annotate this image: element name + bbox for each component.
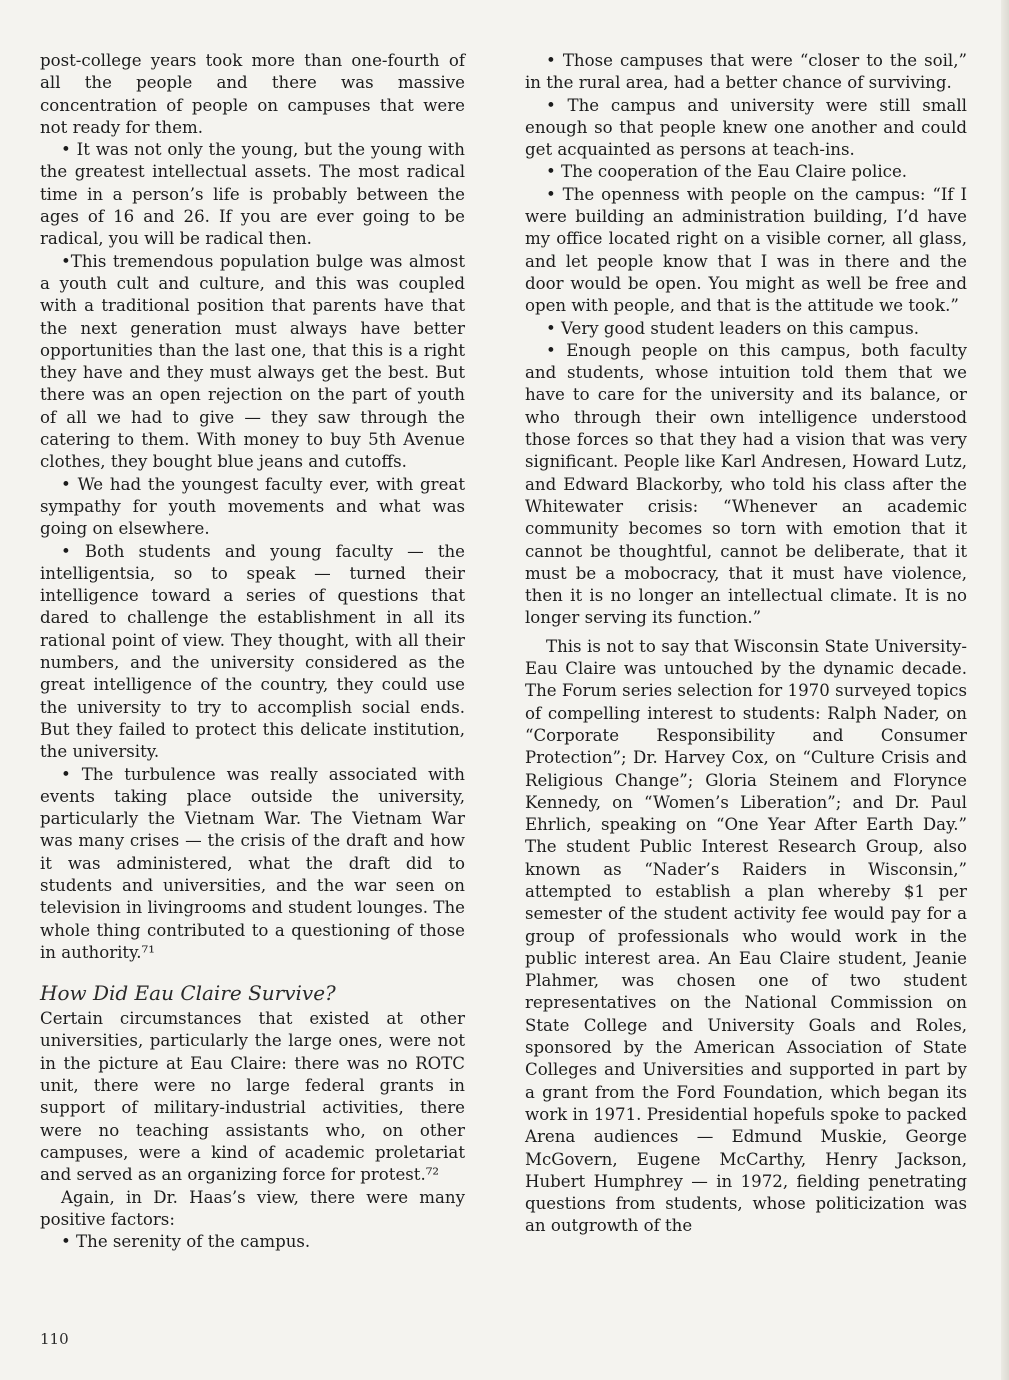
left-column (40, 50, 465, 1253)
right-column (525, 50, 967, 1238)
paragraph: Certain circumstances that existed at other universities, particularly the large ones, were not in the picture at Eau Claire: there was no ROTC unit, there were no large federal grants in support of military-industrial activities, there were no teaching assistants who, on other campuses, were a kind of academic proletariat and served as an organizing force for protest.⁷² (40, 1009, 465, 1185)
bullet-paragraph: • Enough people on this campus, both faculty and students, whose intuition told them that we have to care for the university and its balance, or who through their own intelligence understood those forces so that they had a vision that was very significant. People like Karl Andresen, Howard Lutz, and Edward Blackorby, who told his class after the Whitewater crisis: “Whenever an academic community becomes so torn with emotion that it cannot be thoughtful, cannot be deliberate, that it must be a mobocracy, that it must have violence, then it is no longer an intellectual climate. It is no longer serving its function.” (525, 340, 967, 628)
bullet-paragraph: •This tremendous population bulge was almost a youth cult and culture, and this was coupled with a traditional position that parents have that the next generation must always have better opportunities than the last one, that this is a right they have and they must always get the best. But there was an open rejection on the part of youth of all we had to give — they saw through the catering to them. With money to buy 5th Avenue clothes, they bought blue jeans and cutoffs. (40, 251, 465, 472)
paragraph: post-college years took more than one-fourth of all the people and there was massive concentration of people on campuses that were not ready for them. (40, 51, 465, 137)
bullet-paragraph: • The campus and university were still small enough so that people knew one another and could get acquainted as persons at teach-ins. (525, 95, 967, 160)
page-number: 110 (40, 1330, 69, 1348)
bullet-paragraph: • We had the youngest faculty ever, with great sympathy for youth movements and what was going on elsewhere. (40, 474, 465, 539)
bullet-paragraph: • Both students and young faculty — the intelligentsia, so to speak — turned their intelligence toward a series of questions that dared to challenge the establishment in all its rational point of view. They thought, with all their numbers, and the university considered as the great intelligence of the country, they could use the university to try to accomplish social ends. But they failed to protect this delicate institution, the university. (40, 541, 465, 762)
bullet-paragraph: • Those campuses that were “closer to the soil,” in the rural area, had a better chance of surviving. (525, 51, 967, 93)
paragraph: Again, in Dr. Haas’s view, there were many positive factors: (40, 1187, 465, 1229)
section-heading: How Did Eau Claire Survive? (40, 981, 336, 1006)
bullet-paragraph: • Very good student leaders on this campus. (546, 318, 919, 338)
bullet-paragraph: • The turbulence was really associated with events taking place outside the university, particularly the Vietnam War. The Vietnam War was many crises — the crisis of the draft and how it was administered, what the draft did to students and universities, and the war seen on television in livingrooms and student lounges. The whole thing contributed to a questioning of those in authority.⁷¹ (40, 764, 465, 962)
bullet-paragraph: • The serenity of the campus. (61, 1232, 311, 1252)
bullet-paragraph: • The cooperation of the Eau Claire police. (546, 162, 908, 182)
bullet-paragraph: • The openness with people on the campus: “If I were building an administration building, I’d have my office located right on a visible corner, all glass, and let people know that I was in there and the door would be open. You might as well be free and open with people, and that is the attitude we took.” (525, 184, 967, 316)
facing-page-edge (1001, 0, 1009, 1380)
bullet-paragraph: • It was not only the young, but the young with the greatest intellectual assets. The most radical time in a person’s life is probably between the ages of 16 and 26. If you are ever going to be radical, you will be radical then. (40, 140, 465, 249)
paragraph: This is not to say that Wisconsin State University-Eau Claire was untouched by the dynamic decade. The Forum series selection for 1970 surveyed topics of compelling interest to students: Ralph Nader, on “Corporate Responsibility and Consumer Protection”; Dr. Harvey Cox, on “Culture Crisis and Religious Change”; Gloria Steinem and Florynce Kennedy, on “Women’s Liberation”; and Dr. Paul Ehrlich, speaking on “One Year After Earth Day.” The student Public Interest Research Group, also known as “Nader’s Raiders in Wisconsin,” attempted to establish a plan whereby $1 per semester of the student activity fee would pay for a group of professionals who would work in the public interest area. An Eau Claire student, Jeanie Plahmer, was chosen one of two student representatives on the National Commission on State College and University Goals and Roles, sponsored by the American Association of State Colleges and Universities and supported in part by a grant from the Ford Foundation, which began its work in 1971. Presidential hopefuls spoke to packed Arena audiences — Edmund Muskie, George McGovern, Eugene McCarthy, Henry Jackson, Hubert Humphrey — in 1972, fielding penetrating questions from students, whose politicization was an outgrowth of the (525, 636, 967, 1236)
